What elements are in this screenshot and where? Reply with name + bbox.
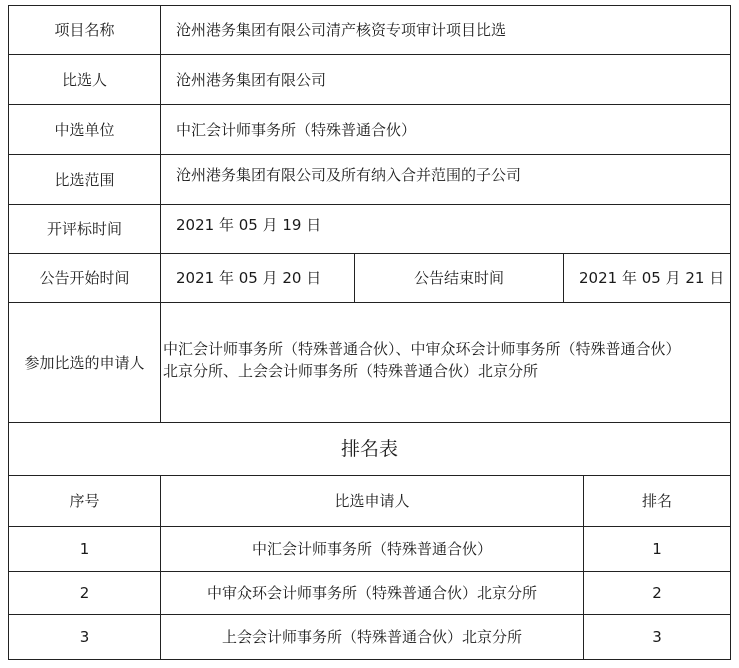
eval-time-label: 开评标时间	[46, 220, 122, 238]
grid-line	[730, 5, 731, 660]
notice-end-value: 2021 年 05 月 21 日	[579, 269, 725, 287]
ranking-header-applicant: 比选申请人	[334, 492, 410, 510]
ranking-header-rank: 排名	[641, 492, 672, 510]
eval-time-value: 2021 年 05 月 19 日	[176, 216, 322, 234]
table-row-applicant: 中审众环会计师事务所（特殊普通合伙）北京分所	[206, 584, 537, 602]
notice-end-label: 公告结束时间	[413, 269, 504, 287]
selector-value: 沧州港务集团有限公司	[176, 70, 327, 89]
applicants-line-2: 北京分所、上会会计师事务所（特殊普通合伙）北京分所	[163, 362, 539, 380]
project-name-label: 项目名称	[54, 21, 115, 39]
table-row-no: 1	[79, 540, 90, 558]
table-row-rank: 3	[652, 628, 662, 646]
table-row-rank: 1	[652, 540, 662, 558]
table-row-applicant: 上会会计师事务所（特殊普通合伙）北京分所	[221, 628, 522, 646]
table-row-no: 3	[79, 628, 90, 646]
applicants-line-1: 中汇会计师事务所（特殊普通合伙）、中审众环会计师事务所（特殊普通合伙）	[163, 340, 681, 358]
project-name-value: 沧州港务集团有限公司清产核资专项审计项目比选	[176, 21, 507, 39]
applicants-label: 参加比选的申请人	[24, 353, 145, 372]
selector-label: 比选人	[61, 70, 107, 89]
notice-start-value: 2021 年 05 月 20 日	[176, 269, 322, 287]
table-row-rank: 2	[652, 584, 662, 602]
applicants-value	[161, 330, 730, 390]
scope-value: 沧州港务集团有限公司及所有纳入合并范围的子公司	[176, 166, 522, 184]
scope-label: 比选范围	[54, 170, 115, 189]
ranking-title: 排名表	[340, 438, 398, 460]
grid-line	[8, 659, 731, 660]
table-row-applicant: 中汇会计师事务所（特殊普通合伙）	[251, 540, 492, 558]
ranking-header-no: 序号	[69, 492, 100, 510]
table-row-no: 2	[79, 584, 90, 602]
winner-value: 中汇会计师事务所（特殊普通合伙）	[176, 120, 417, 139]
notice-start-label: 公告开始时间	[39, 269, 130, 287]
winner-label: 中选单位	[54, 120, 115, 139]
